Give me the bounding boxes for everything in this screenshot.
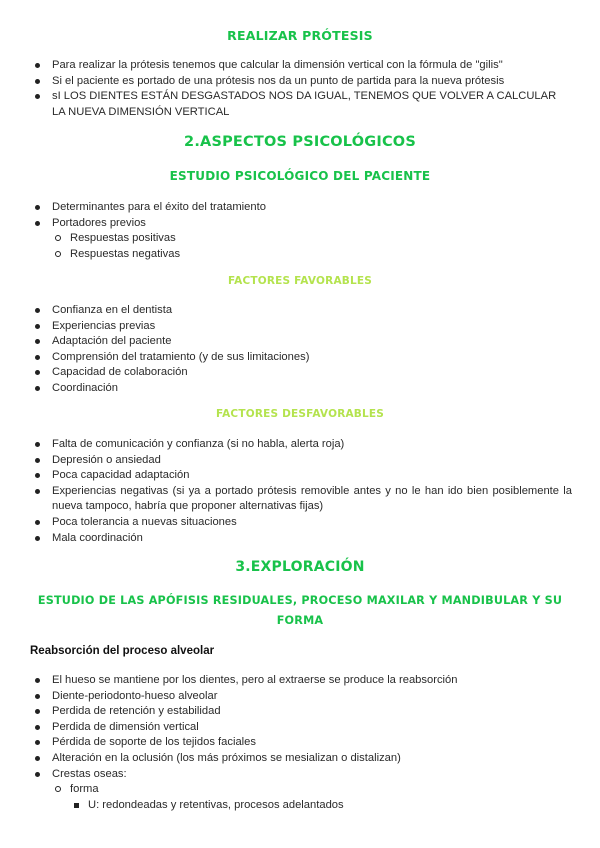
- list-item: Poca tolerancia a nuevas situaciones: [0, 515, 600, 531]
- heading-factores-desfavorables: FACTORES DESFAVORABLES: [215, 408, 385, 420]
- list-item: Crestas oseas:: [0, 767, 600, 783]
- list-item: Respuestas positivas: [0, 231, 600, 247]
- list-item: Mala coordinación: [0, 531, 600, 547]
- list-item: El hueso se mantiene por los dientes, pero al extraerse se produce la reabsorción: [0, 673, 600, 689]
- list-item: Determinantes para el éxito del tratamiento: [0, 200, 600, 216]
- list-item: Coordinación: [0, 381, 600, 397]
- list-desfavorables: [0, 437, 600, 546]
- heading-exploracion: 3.EXPLORACIÓN: [235, 559, 365, 575]
- list-item: Respuestas negativas: [0, 247, 600, 263]
- list-item: Experiencias negativas (si ya a portado prótesis removible antes y no le han ido bien posiblemente la nueva tampoco, habría que proponer alternativas fijas): [0, 484, 600, 515]
- list-item: forma: [0, 782, 600, 798]
- heading-factores-favorables: FACTORES FAVORABLES: [227, 275, 373, 287]
- list-item: Confianza en el dentista: [0, 303, 600, 319]
- list-item: U: redondeadas y retentivas, procesos adelantados: [0, 798, 600, 814]
- subheading-reabsorcion: Reabsorción del proceso alveolar: [30, 645, 215, 657]
- list-item: Experiencias previas: [0, 319, 600, 335]
- list-exploracion: [0, 673, 600, 813]
- subheading-estudio-psicologico: ESTUDIO PSICOLÓGICO DEL PACIENTE: [169, 169, 431, 183]
- list-item: Depresión o ansiedad: [0, 453, 600, 469]
- list-item: Para realizar la prótesis tenemos que calcular la dimensión vertical con la fórmula de "gilis": [0, 58, 600, 74]
- list-realizar: [0, 58, 600, 120]
- list-item: Comprensión del tratamiento (y de sus limitaciones): [0, 350, 600, 366]
- list-item: Si el paciente es portado de una prótesis nos da un punto de partida para la nueva prótesis: [0, 74, 600, 90]
- subheading-estudio-apofisis-line1: ESTUDIO DE LAS APÓFISIS RESIDUALES, PROCESO MAXILAR Y MANDIBULAR Y SU: [37, 594, 563, 607]
- list-item: Alteración en la oclusión (los más próximos se mesializan o distalizan): [0, 751, 600, 767]
- list-item: Adaptación del paciente: [0, 334, 600, 350]
- heading-realizar-protesis: REALIZAR PRÓTESIS: [227, 28, 373, 43]
- list-psicologico: [0, 200, 600, 262]
- heading-aspectos-psicologicos: 2.ASPECTOS PSICOLÓGICOS: [184, 134, 416, 150]
- subheading-estudio-apofisis-line2: FORMA: [276, 614, 324, 627]
- list-item: Poca capacidad adaptación: [0, 468, 600, 484]
- list-item: Perdida de retención y estabilidad: [0, 704, 600, 720]
- list-item: Falta de comunicación y confianza (si no habla, alerta roja): [0, 437, 600, 453]
- list-item: Perdida de dimensión vertical: [0, 720, 600, 736]
- list-item: Pérdida de soporte de los tejidos faciales: [0, 735, 600, 751]
- list-item: sI LOS DIENTES ESTÁN DESGASTADOS NOS DA IGUAL, TENEMOS QUE VOLVER A CALCULAR LA NUEVA DIMENSIÓN VERTICAL: [0, 89, 600, 120]
- list-item: Capacidad de colaboración: [0, 365, 600, 381]
- list-item: Diente-periodonto-hueso alveolar: [0, 689, 600, 705]
- list-item: Portadores previos: [0, 216, 600, 232]
- list-favorables: [0, 303, 600, 397]
